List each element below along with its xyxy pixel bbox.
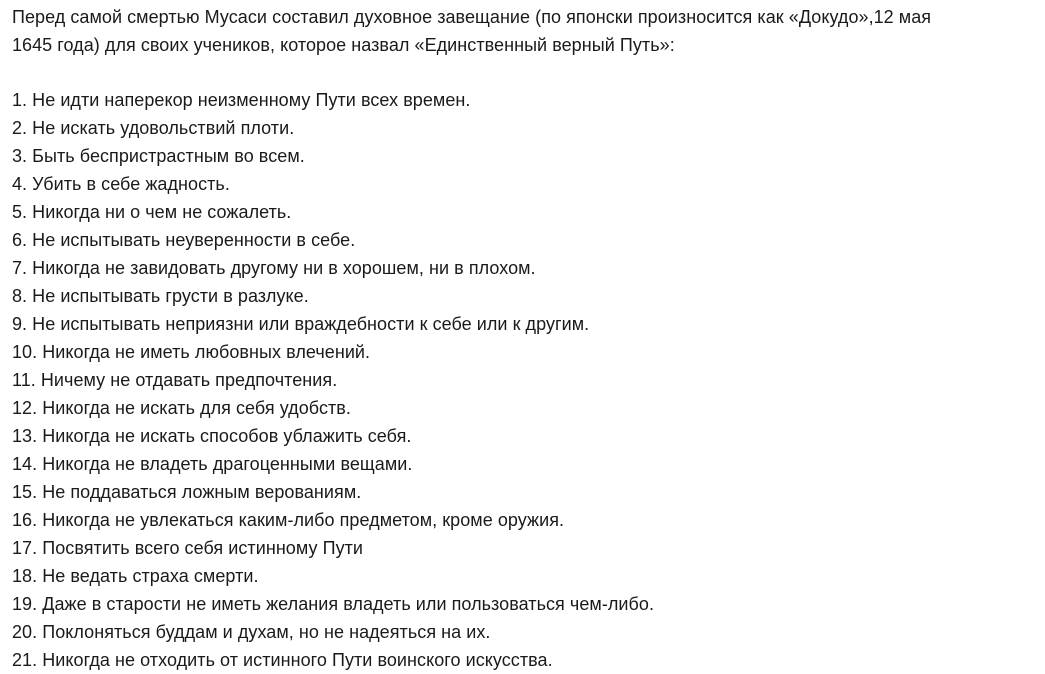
rule-item: 17. Посвятить всего себя истинному Пути: [12, 538, 364, 558]
rule-item: 6. Не испытывать неуверенности в себе.: [12, 230, 356, 250]
rule-item: 15. Не поддаваться ложным верованиям.: [12, 482, 362, 502]
rule-item: 18. Не ведать страха смерти.: [12, 566, 259, 586]
rule-item: 4. Убить в себе жадность.: [12, 174, 230, 194]
rule-item: 12. Никогда не искать для себя удобств.: [12, 398, 351, 418]
rule-item: 10. Никогда не иметь любовных влечений.: [12, 342, 371, 362]
paragraph-gap: [12, 59, 1037, 86]
document-body: [12, 0, 1037, 674]
rule-item: 21. Никогда не отходить от истинного Пути воинского искусства.: [12, 650, 553, 670]
rule-item: 5. Никогда ни о чем не сожалеть.: [12, 202, 292, 222]
rule-item: 9. Не испытывать неприязни или враждебности к себе или к другим.: [12, 314, 590, 334]
rule-item: 13. Никогда не искать способов ублажить себя.: [12, 426, 412, 446]
rule-item: 16. Никогда не увлекаться каким-либо предметом, кроме оружия.: [12, 510, 565, 530]
rule-item: 8. Не испытывать грусти в разлуке.: [12, 286, 309, 306]
rule-item: 11. Ничему не отдавать предпочтения.: [12, 370, 338, 390]
rule-item: 20. Поклоняться буддам и духам, но не надеяться на их.: [12, 622, 491, 642]
rule-item: 2. Не искать удовольствий плоти.: [12, 118, 295, 138]
rules-list: [12, 86, 1037, 674]
rule-item: 19. Даже в старости не иметь желания владеть или пользоваться чем-либо.: [12, 594, 654, 614]
rule-item: 7. Никогда не завидовать другому ни в хорошем, ни в плохом.: [12, 258, 536, 278]
intro-line-1: Перед самой смертью Мусаси составил духовное завещание (по японски произносится как «Докудо»,12 мая: [12, 7, 932, 27]
rule-item: 1. Не идти наперекор неизменному Пути всех времен.: [12, 90, 471, 110]
rule-item: 3. Быть беспристрастным во всем.: [12, 146, 305, 166]
intro-line-2: 1645 года) для своих учеников, которое назвал «Единственный верный Путь»:: [12, 35, 675, 55]
rule-item: 14. Никогда не владеть драгоценными вещами.: [12, 454, 413, 474]
